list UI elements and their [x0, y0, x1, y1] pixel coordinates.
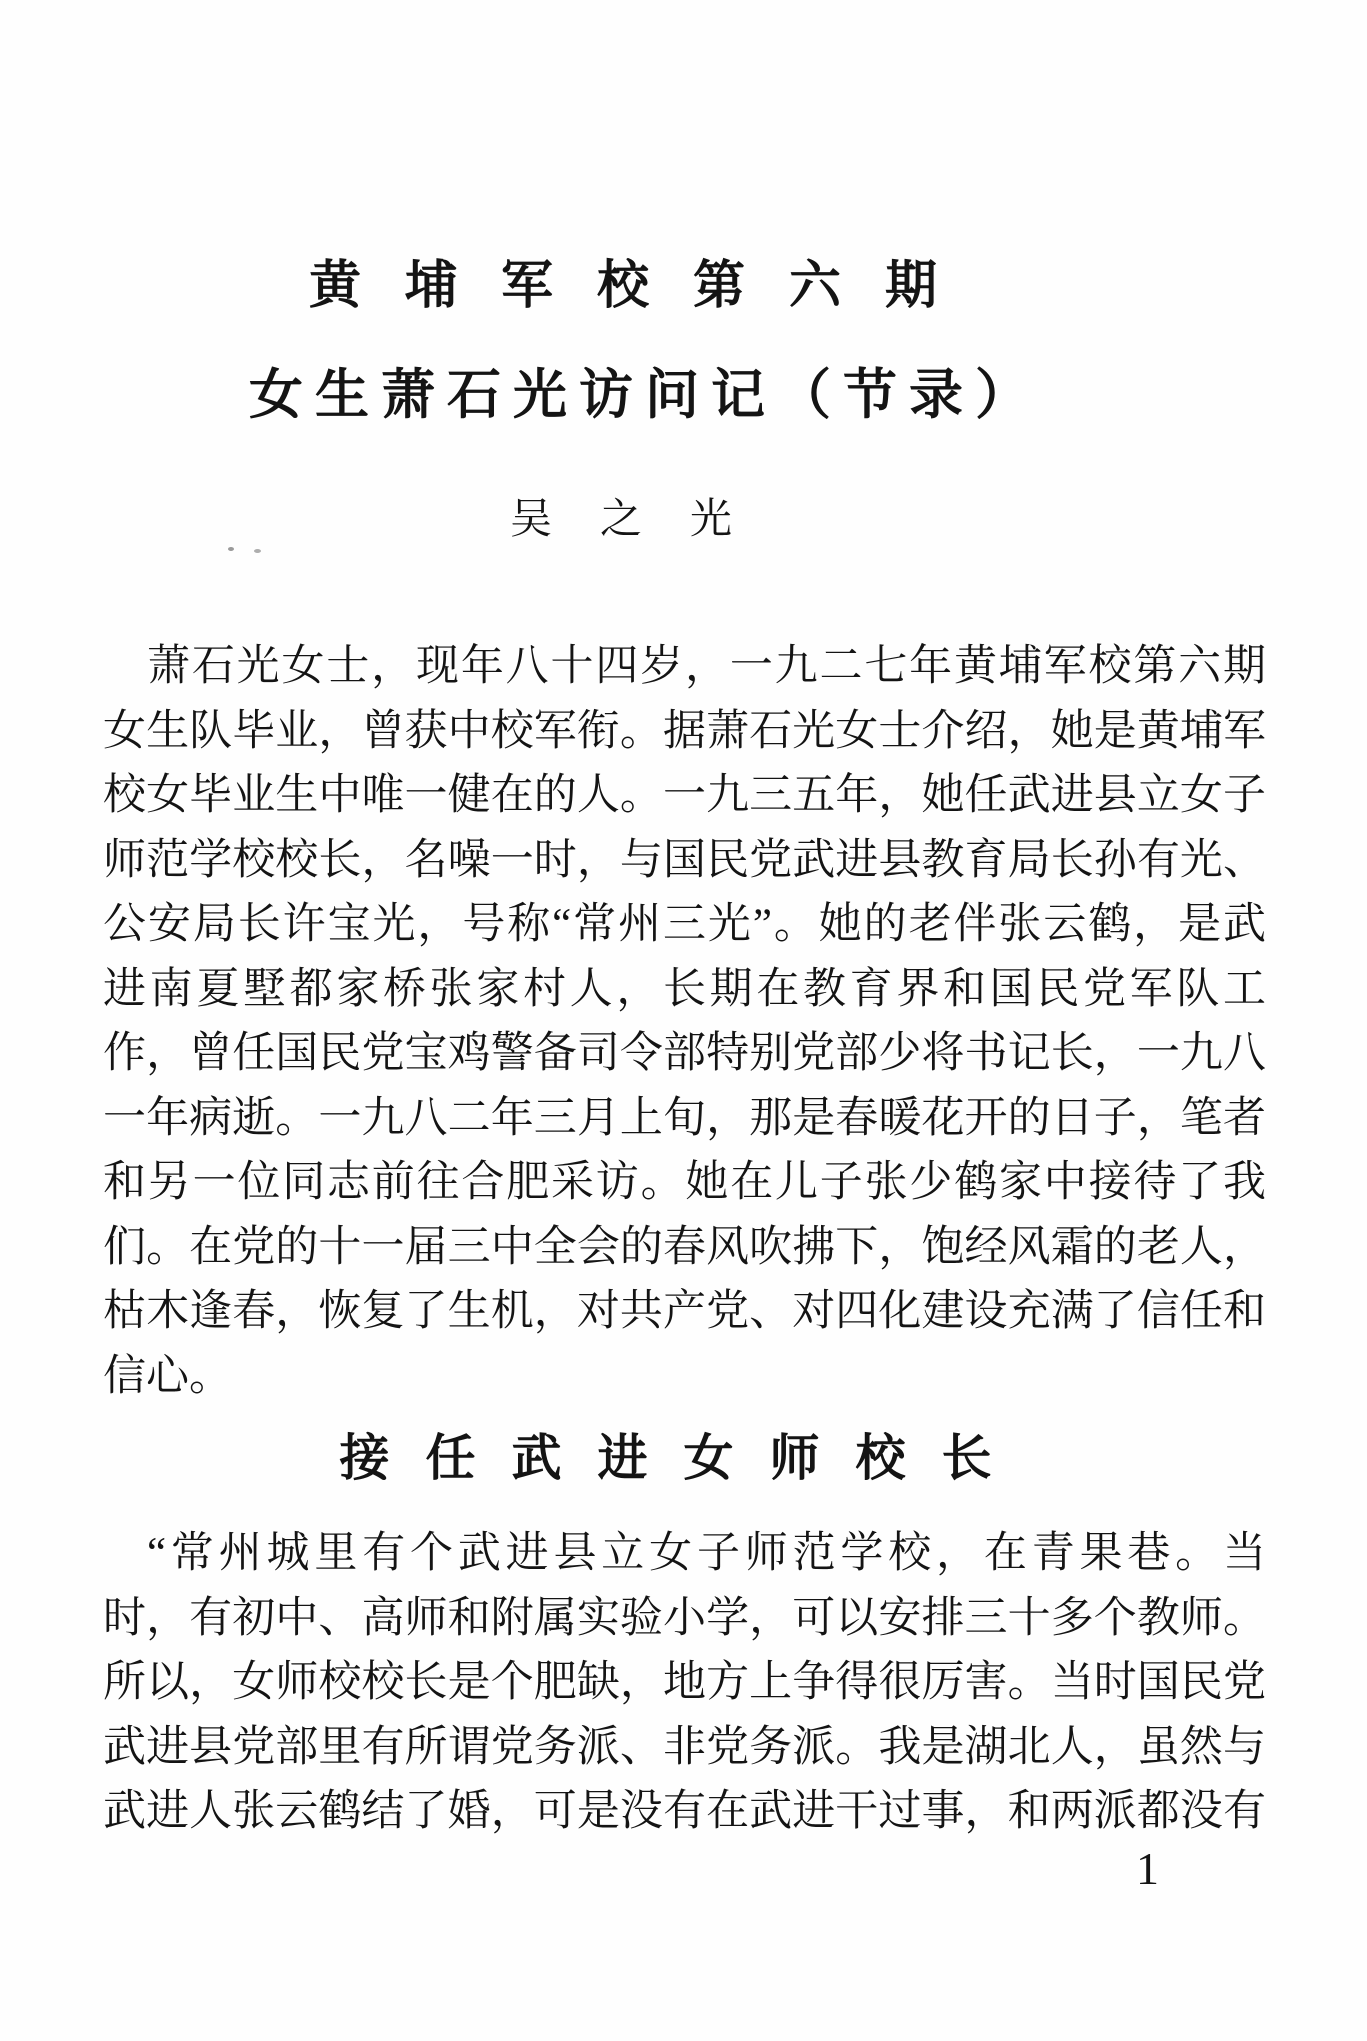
body-line: 校女毕业生中唯一健在的人。一九三五年，她任武进县立女子	[103, 772, 1266, 819]
body-line: 信心。	[103, 1352, 232, 1400]
body-line: 师范学校校长，名噪一时，与国民党武进县教育局长孙有光、	[103, 836, 1266, 884]
section-heading: 接任武进女师校长	[339, 1430, 1028, 1486]
body-line: 武进县党部里有所谓党务派、非党务派。我是湖北人，虽然与	[103, 1723, 1266, 1771]
body-line: 时，有初中、高师和附属实验小学，可以安排三十多个教师。	[103, 1594, 1266, 1642]
body-paragraph-1	[103, 635, 1266, 1409]
body-line: 萧石光女士，现年八十四岁，一九二七年黄埔军校第六期	[147, 643, 1266, 690]
body-line: 公安局长许宝光，号称“常州三光”。她的老伴张云鹤，是武	[103, 901, 1266, 948]
body-line: 武进人张云鹤结了婚，可是没有在武进干过事，和两派都没有	[103, 1788, 1266, 1835]
scan-noise-speck	[254, 549, 261, 553]
page-title-line2: 女生萧石光访问记（节录）	[249, 365, 1041, 425]
body-line: 一年病逝。一九八二年三月上旬，那是春暖花开的日子，笔者	[103, 1094, 1266, 1142]
body-line: 枯木逢春，恢复了生机，对共产党、对四化建设充满了信任和	[103, 1288, 1266, 1335]
page-title-line1: 黄埔军校第六期	[308, 258, 981, 315]
body-line: 们。在党的十一届三中全会的春风吹拂下，饱经风霜的老人，	[103, 1223, 1266, 1271]
body-line: “常州城里有个武进县立女子师范学校，在青果巷。当	[147, 1530, 1266, 1577]
body-line: 所以，女师校校长是个肥缺，地方上争得很厉害。当时国民党	[103, 1659, 1266, 1706]
body-line: 女生队毕业，曾获中校军衔。据萧石光女士介绍，她是黄埔军	[103, 707, 1266, 755]
scan-noise-speck	[228, 547, 234, 551]
body-paragraph-2	[103, 1522, 1266, 1845]
body-line: 进南夏墅都家桥张家村人，长期在教育界和国民党军队工	[103, 965, 1266, 1013]
author-name: 吴之光	[509, 497, 780, 543]
body-line: 和另一位同志前往合肥采访。她在儿子张少鹤家中接待了我	[103, 1159, 1266, 1206]
page-number: 1	[1136, 1843, 1159, 1894]
body-line: 作，曾任国民党宝鸡警备司令部特别党部少将书记长，一九八	[103, 1030, 1266, 1077]
